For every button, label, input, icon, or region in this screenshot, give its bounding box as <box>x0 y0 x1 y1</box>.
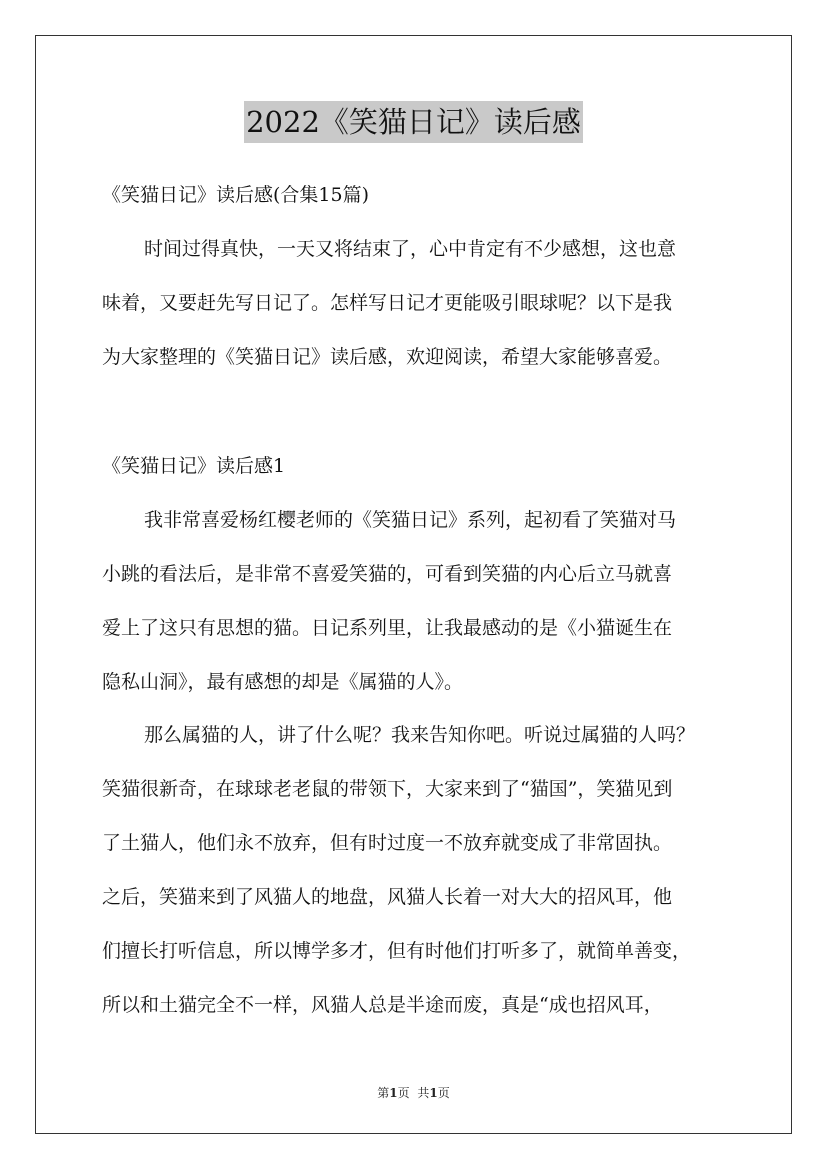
page-suffix: 页 <box>397 1086 410 1100</box>
intro-line: 味着，又要赶先写日记了。怎样写日记才更能吸引眼球呢？以下是我 <box>102 292 673 314</box>
document-title <box>0 101 827 143</box>
paragraph-line: 之后，笑猫来到了风猫人的地盘，风猫人长着一对大大的招风耳，他 <box>102 886 673 908</box>
paragraph-line: 笑猫很新奇，在球球老老鼠的带领下，大家来到了“猫国”，笑猫见到 <box>102 778 673 800</box>
paragraph-line: 了土猫人，他们永不放弃，但有时过度一不放弃就变成了非常固执。 <box>102 832 673 854</box>
paragraph-line: 所以和土猫完全不一样，风猫人总是半途而废，真是“成也招风耳， <box>102 994 663 1016</box>
document-title-text: 2022《笑猫日记》读后感 <box>244 101 583 143</box>
intro-line: 时间过得真快，一天又将结束了，心中肯定有不少感想，这也意 <box>144 238 677 260</box>
paragraph-line: 那么属猫的人，讲了什么呢？我来告知你吧。听说过属猫的人吗？ <box>144 724 696 746</box>
section-heading: 《笑猫日记》读后感1 <box>102 455 286 477</box>
total-pages: 1 <box>429 1086 438 1100</box>
intro-line: 为大家整理的《笑猫日记》读后感，欢迎阅读，希望大家能够喜爱。 <box>102 346 673 368</box>
total-prefix: 共 <box>417 1086 430 1100</box>
document-subtitle: 《笑猫日记》读后感(合集15篇) <box>102 184 370 206</box>
paragraph-line: 隐私山洞》，最有感想的却是《属猫的人》。 <box>102 671 464 693</box>
paragraph-line: 们擅长打听信息，所以博学多才，但有时他们打听多了，就简单善变， <box>102 940 692 962</box>
page-prefix: 第 <box>377 1086 390 1100</box>
paragraph-line: 我非常喜爱杨红樱老师的《笑猫日记》系列，起初看了笑猫对马 <box>144 509 677 531</box>
page-footer <box>0 1085 827 1101</box>
paragraph-line: 爱上了这只有思想的猫。日记系列里，让我最感动的是《小猫诞生在 <box>102 617 673 639</box>
paragraph-line: 小跳的看法后，是非常不喜爱笑猫的，可看到笑猫的内心后立马就喜 <box>102 563 673 585</box>
page-number: 1 <box>389 1086 398 1100</box>
total-suffix: 页 <box>437 1086 450 1100</box>
